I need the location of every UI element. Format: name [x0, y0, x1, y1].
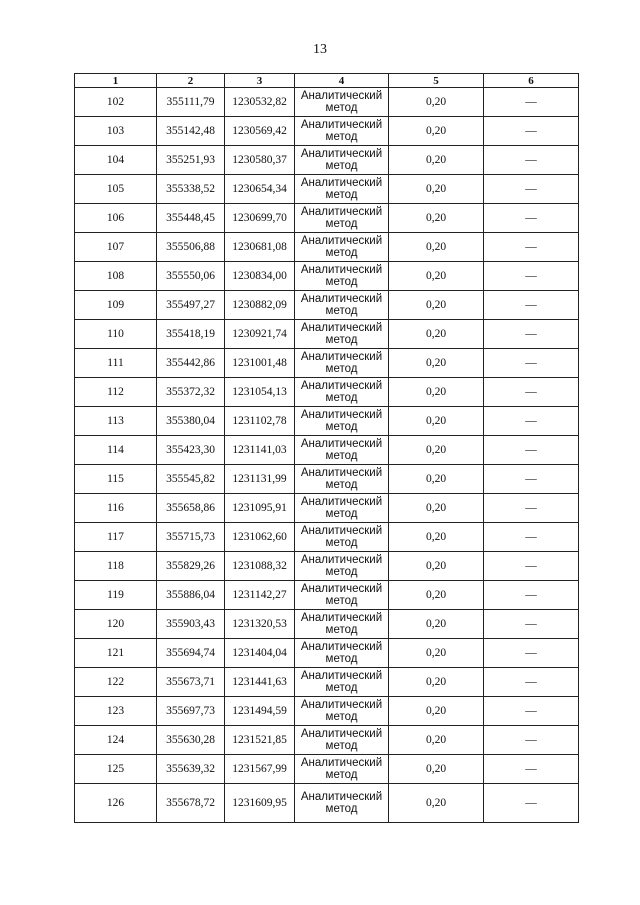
table-row: [75, 523, 579, 552]
y-coordinate-cell: 1231062,60: [225, 523, 295, 552]
point-number-cell: 103: [75, 117, 157, 146]
y-coordinate-cell: 1231609,95: [225, 784, 295, 823]
y-coordinate-cell: 1231141,03: [225, 436, 295, 465]
table-row: [75, 146, 579, 175]
method-cell: [295, 204, 389, 233]
note-cell: —: [484, 523, 579, 552]
accuracy-cell: 0,20: [389, 755, 484, 784]
method-text: Аналитический метод: [300, 206, 383, 230]
method-cell: [295, 146, 389, 175]
method-cell: [295, 117, 389, 146]
note-cell: —: [484, 407, 579, 436]
point-number-cell: 118: [75, 552, 157, 581]
note-cell: —: [484, 436, 579, 465]
x-coordinate-cell: 355886,04: [157, 581, 225, 610]
point-number-cell: 107: [75, 233, 157, 262]
method-cell: [295, 233, 389, 262]
x-coordinate-cell: 355545,82: [157, 465, 225, 494]
x-coordinate-cell: 355694,74: [157, 639, 225, 668]
method-text: Аналитический метод: [300, 728, 383, 752]
y-coordinate-cell: 1231320,53: [225, 610, 295, 639]
x-coordinate-cell: 355111,79: [157, 88, 225, 117]
method-cell: [295, 755, 389, 784]
method-text: Аналитический метод: [300, 119, 383, 143]
x-coordinate-cell: 355142,48: [157, 117, 225, 146]
x-coordinate-cell: 355442,86: [157, 349, 225, 378]
method-text: Аналитический метод: [300, 583, 383, 607]
point-number-cell: 125: [75, 755, 157, 784]
y-coordinate-cell: 1230882,09: [225, 291, 295, 320]
accuracy-cell: 0,20: [389, 204, 484, 233]
table-row: [75, 117, 579, 146]
point-number-cell: 110: [75, 320, 157, 349]
y-coordinate-cell: 1231494,59: [225, 697, 295, 726]
point-number-cell: 113: [75, 407, 157, 436]
x-coordinate-cell: 355658,86: [157, 494, 225, 523]
method-text: Аналитический метод: [300, 670, 383, 694]
note-cell: —: [484, 581, 579, 610]
x-coordinate-cell: 355418,19: [157, 320, 225, 349]
table-row: [75, 465, 579, 494]
note-cell: —: [484, 233, 579, 262]
method-text: Аналитический метод: [300, 496, 383, 520]
column-header-1: 1: [75, 74, 157, 88]
point-number-cell: 122: [75, 668, 157, 697]
note-cell: —: [484, 378, 579, 407]
column-header-2: 2: [157, 74, 225, 88]
point-number-cell: 111: [75, 349, 157, 378]
accuracy-cell: 0,20: [389, 494, 484, 523]
table-row: [75, 726, 579, 755]
x-coordinate-cell: 355423,30: [157, 436, 225, 465]
accuracy-cell: 0,20: [389, 146, 484, 175]
table-row: [75, 291, 579, 320]
table-row: [75, 610, 579, 639]
table-row: [75, 668, 579, 697]
accuracy-cell: 0,20: [389, 175, 484, 204]
x-coordinate-cell: 355251,93: [157, 146, 225, 175]
method-cell: [295, 349, 389, 378]
note-cell: —: [484, 320, 579, 349]
accuracy-cell: 0,20: [389, 320, 484, 349]
point-number-cell: 104: [75, 146, 157, 175]
point-number-cell: 124: [75, 726, 157, 755]
accuracy-cell: 0,20: [389, 726, 484, 755]
method-cell: [295, 320, 389, 349]
table-row: [75, 204, 579, 233]
accuracy-cell: 0,20: [389, 378, 484, 407]
note-cell: —: [484, 204, 579, 233]
method-cell: [295, 581, 389, 610]
x-coordinate-cell: 355506,88: [157, 233, 225, 262]
note-cell: —: [484, 668, 579, 697]
accuracy-cell: 0,20: [389, 784, 484, 823]
method-cell: [295, 378, 389, 407]
method-text: Аналитический метод: [300, 409, 383, 433]
note-cell: —: [484, 784, 579, 823]
table-row: [75, 436, 579, 465]
method-cell: [295, 291, 389, 320]
point-number-cell: 108: [75, 262, 157, 291]
method-text: Аналитический метод: [300, 148, 383, 172]
method-text: Аналитический метод: [300, 264, 383, 288]
y-coordinate-cell: 1231441,63: [225, 668, 295, 697]
accuracy-cell: 0,20: [389, 291, 484, 320]
x-coordinate-cell: 355697,73: [157, 697, 225, 726]
method-text: Аналитический метод: [300, 612, 383, 636]
accuracy-cell: 0,20: [389, 523, 484, 552]
point-number-cell: 105: [75, 175, 157, 204]
point-number-cell: 109: [75, 291, 157, 320]
column-header-5: 5: [389, 74, 484, 88]
point-number-cell: 121: [75, 639, 157, 668]
point-number-cell: 114: [75, 436, 157, 465]
note-cell: —: [484, 88, 579, 117]
point-number-cell: 106: [75, 204, 157, 233]
point-number-cell: 102: [75, 88, 157, 117]
accuracy-cell: 0,20: [389, 610, 484, 639]
note-cell: —: [484, 291, 579, 320]
table-row: [75, 784, 579, 823]
note-cell: —: [484, 175, 579, 204]
y-coordinate-cell: 1231001,48: [225, 349, 295, 378]
y-coordinate-cell: 1231054,13: [225, 378, 295, 407]
note-cell: —: [484, 349, 579, 378]
method-text: Аналитический метод: [300, 757, 383, 781]
point-number-cell: 120: [75, 610, 157, 639]
note-cell: —: [484, 697, 579, 726]
x-coordinate-cell: 355448,45: [157, 204, 225, 233]
x-coordinate-cell: 355338,52: [157, 175, 225, 204]
y-coordinate-cell: 1230580,37: [225, 146, 295, 175]
note-cell: —: [484, 262, 579, 291]
x-coordinate-cell: 355678,72: [157, 784, 225, 823]
note-cell: —: [484, 726, 579, 755]
table-row: [75, 697, 579, 726]
accuracy-cell: 0,20: [389, 262, 484, 291]
method-text: Аналитический метод: [300, 235, 383, 259]
method-text: Аналитический метод: [300, 438, 383, 462]
accuracy-cell: 0,20: [389, 407, 484, 436]
method-cell: [295, 552, 389, 581]
table-header: [75, 74, 579, 88]
method-cell: [295, 726, 389, 755]
accuracy-cell: 0,20: [389, 552, 484, 581]
accuracy-cell: 0,20: [389, 668, 484, 697]
table-row: [75, 233, 579, 262]
y-coordinate-cell: 1230681,08: [225, 233, 295, 262]
x-coordinate-cell: 355372,32: [157, 378, 225, 407]
method-cell: [295, 784, 389, 823]
method-text: Аналитический метод: [300, 525, 383, 549]
x-coordinate-cell: 355380,04: [157, 407, 225, 436]
method-text: Аналитический метод: [300, 467, 383, 491]
point-number-cell: 117: [75, 523, 157, 552]
method-text: Аналитический метод: [300, 293, 383, 317]
table-row: [75, 494, 579, 523]
method-text: Аналитический метод: [300, 554, 383, 578]
column-header-6: 6: [484, 74, 579, 88]
method-text: Аналитический метод: [300, 699, 383, 723]
note-cell: —: [484, 494, 579, 523]
point-number-cell: 115: [75, 465, 157, 494]
note-cell: —: [484, 465, 579, 494]
y-coordinate-cell: 1231102,78: [225, 407, 295, 436]
x-coordinate-cell: 355550,06: [157, 262, 225, 291]
y-coordinate-cell: 1231404,04: [225, 639, 295, 668]
note-cell: —: [484, 755, 579, 784]
y-coordinate-cell: 1231095,91: [225, 494, 295, 523]
method-cell: [295, 175, 389, 204]
note-cell: —: [484, 117, 579, 146]
accuracy-cell: 0,20: [389, 581, 484, 610]
note-cell: —: [484, 639, 579, 668]
point-number-cell: 112: [75, 378, 157, 407]
accuracy-cell: 0,20: [389, 233, 484, 262]
y-coordinate-cell: 1230532,82: [225, 88, 295, 117]
point-number-cell: 123: [75, 697, 157, 726]
x-coordinate-cell: 355639,32: [157, 755, 225, 784]
table-row: [75, 88, 579, 117]
method-cell: [295, 465, 389, 494]
point-number-cell: 116: [75, 494, 157, 523]
note-cell: —: [484, 146, 579, 175]
table-row: [75, 639, 579, 668]
table-row: [75, 581, 579, 610]
method-cell: [295, 436, 389, 465]
accuracy-cell: 0,20: [389, 88, 484, 117]
column-header-4: 4: [295, 74, 389, 88]
accuracy-cell: 0,20: [389, 639, 484, 668]
method-text: Аналитический метод: [300, 90, 383, 114]
accuracy-cell: 0,20: [389, 349, 484, 378]
method-text: Аналитический метод: [300, 351, 383, 375]
note-cell: —: [484, 552, 579, 581]
y-coordinate-cell: 1231088,32: [225, 552, 295, 581]
y-coordinate-cell: 1230921,74: [225, 320, 295, 349]
y-coordinate-cell: 1230834,00: [225, 262, 295, 291]
table-row: [75, 262, 579, 291]
accuracy-cell: 0,20: [389, 117, 484, 146]
method-cell: [295, 697, 389, 726]
method-cell: [295, 494, 389, 523]
table-row: [75, 755, 579, 784]
accuracy-cell: 0,20: [389, 436, 484, 465]
x-coordinate-cell: 355673,71: [157, 668, 225, 697]
x-coordinate-cell: 355715,73: [157, 523, 225, 552]
accuracy-cell: 0,20: [389, 465, 484, 494]
point-number-cell: 119: [75, 581, 157, 610]
y-coordinate-cell: 1231142,27: [225, 581, 295, 610]
method-cell: [295, 407, 389, 436]
y-coordinate-cell: 1230699,70: [225, 204, 295, 233]
coordinates-table: [74, 73, 579, 823]
header-row: [75, 74, 579, 88]
x-coordinate-cell: 355903,43: [157, 610, 225, 639]
y-coordinate-cell: 1230654,34: [225, 175, 295, 204]
method-cell: [295, 88, 389, 117]
method-text: Аналитический метод: [300, 380, 383, 404]
method-text: Аналитический метод: [300, 322, 383, 346]
table-row: [75, 407, 579, 436]
y-coordinate-cell: 1231567,99: [225, 755, 295, 784]
x-coordinate-cell: 355630,28: [157, 726, 225, 755]
method-text: Аналитический метод: [300, 791, 383, 815]
table-body: [75, 88, 579, 823]
point-number-cell: 126: [75, 784, 157, 823]
method-cell: [295, 523, 389, 552]
y-coordinate-cell: 1230569,42: [225, 117, 295, 146]
method-cell: [295, 668, 389, 697]
table-row: [75, 378, 579, 407]
page-number: 13: [313, 42, 327, 57]
method-cell: [295, 262, 389, 291]
table-row: [75, 349, 579, 378]
y-coordinate-cell: 1231131,99: [225, 465, 295, 494]
method-cell: [295, 639, 389, 668]
column-header-3: 3: [225, 74, 295, 88]
method-text: Аналитический метод: [300, 641, 383, 665]
y-coordinate-cell: 1231521,85: [225, 726, 295, 755]
x-coordinate-cell: 355497,27: [157, 291, 225, 320]
x-coordinate-cell: 355829,26: [157, 552, 225, 581]
note-cell: —: [484, 610, 579, 639]
table-row: [75, 320, 579, 349]
table-row: [75, 175, 579, 204]
table-row: [75, 552, 579, 581]
method-cell: [295, 610, 389, 639]
accuracy-cell: 0,20: [389, 697, 484, 726]
method-text: Аналитический метод: [300, 177, 383, 201]
